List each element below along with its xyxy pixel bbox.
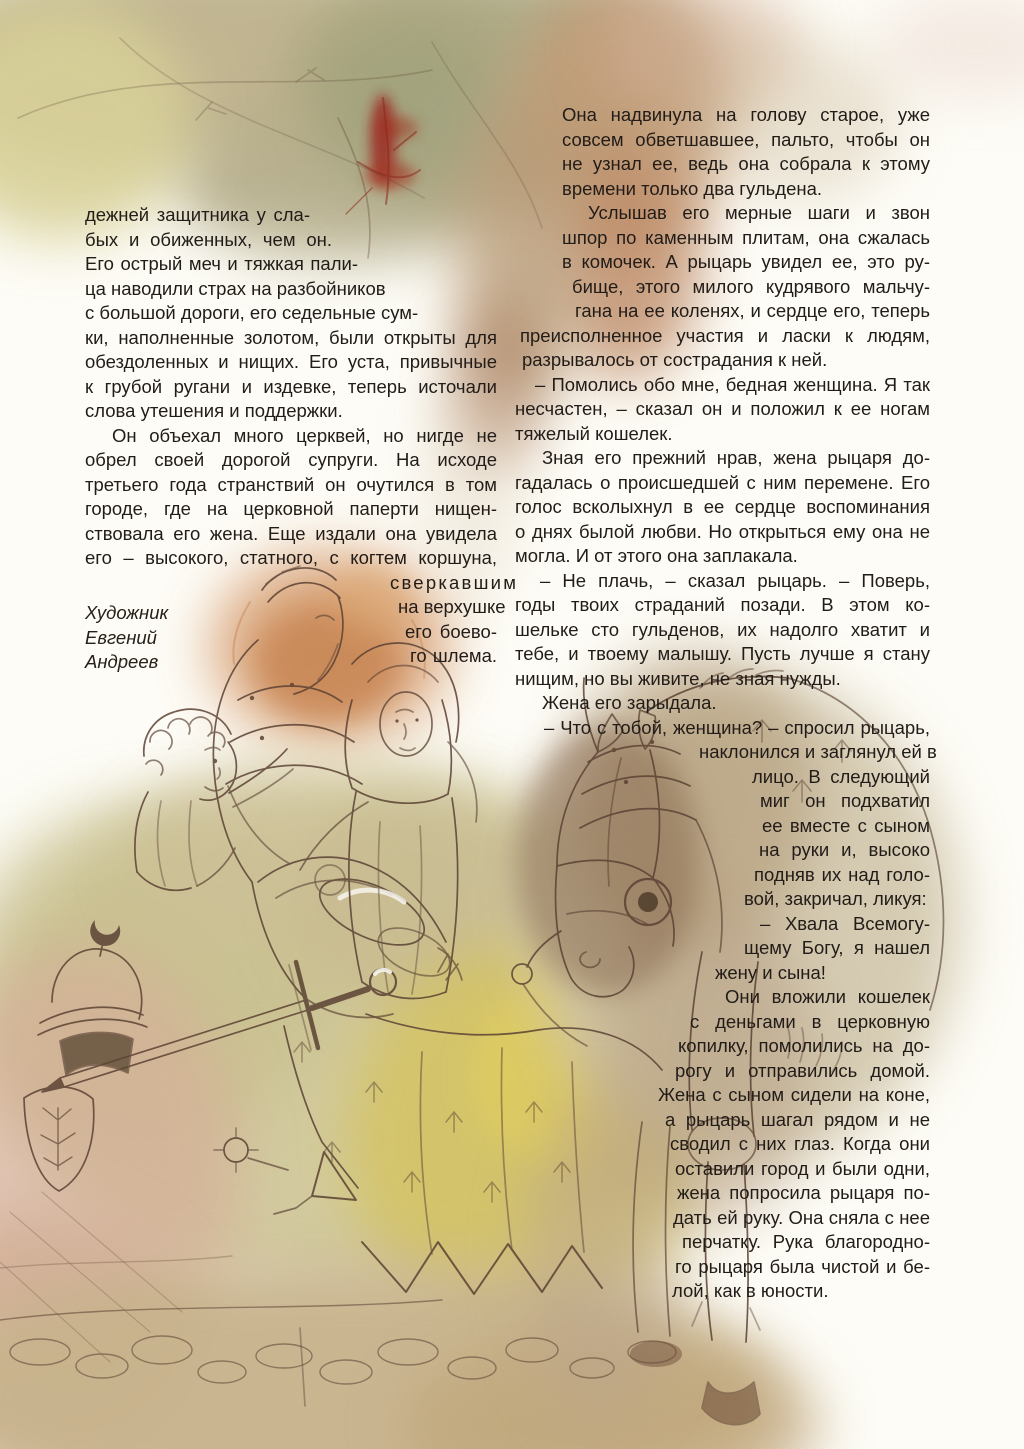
text-line: с большой дороги, его седельные сум-: [85, 302, 419, 323]
text-line: обездоленных и нищих. Его уста, привычные: [85, 351, 497, 372]
text-line: ца наводили страх на разбойников: [85, 277, 386, 299]
text-line: шельке сто гульденов, их надолго хватит и: [515, 618, 930, 640]
text-line: голос всколыхнул в ее сердце воспоминания: [515, 496, 930, 517]
text-line: Жена с сыном сидели на коне,: [658, 1084, 930, 1105]
text-line: его боево-: [405, 620, 497, 642]
text-line: го шлема.: [410, 645, 497, 666]
text-line: Он объехал много церквей, но нигде не: [112, 424, 497, 446]
text-line: – Не плачь, – сказал рыцарь. – Поверь,: [540, 569, 930, 591]
text-line: гадалась о происшедшей с ним перемене. Его: [515, 471, 930, 493]
text-line: дежней защитника у сла-: [85, 204, 310, 225]
text-line: – Помолись обо мне, бедная женщина. Я так: [535, 373, 930, 395]
text-line: шпор по каменным плитам, она сжалась: [562, 226, 930, 248]
paragraph: [85, 203, 497, 424]
text-line: к грубой ругани и издевке, теперь источали: [85, 375, 497, 397]
text-line: Жена его зарыдала.: [542, 692, 717, 713]
paragraph: [515, 201, 930, 373]
text-line: совсем обветшавшее, пальто, чтобы он: [562, 128, 930, 150]
text-line: бище, этого милого кудрявого мальчу-: [572, 275, 930, 297]
text-line: годы твоих страданий позади. В этом ко-: [515, 594, 930, 615]
text-line: о днях былой любви. Но открыться ему она не: [515, 520, 930, 542]
text-line: тебе, и твоему малышу. Пусть лучше я стану: [515, 643, 930, 664]
text-line: сводил с них глаз. Когда они: [670, 1133, 930, 1154]
text-line: его – высокого, статного, с когтем коршуна,: [85, 547, 497, 568]
text-line: подняв их над голо-: [754, 863, 930, 885]
text-line: гана на ее коленях, и сердце его, теперь: [575, 300, 930, 321]
text-line: бых и обиженных, чем он.: [85, 228, 332, 250]
artist-credit-line: Андреев: [85, 651, 159, 672]
text-line: жена попросила рыцаря по-: [677, 1182, 930, 1203]
text-line: го рыцаря была чистой и бе-: [675, 1255, 930, 1277]
text-line: рогу и отправились домой.: [675, 1059, 930, 1081]
text-line: сверкавшим: [390, 571, 519, 593]
text-line: на руки и, высоко: [759, 839, 930, 860]
text-line: обрел своей дорогой супруги. На исходе: [85, 449, 497, 470]
text-line: вой, закричал, ликуя:: [744, 888, 927, 909]
text-line: городе, где на церковной паперти нищен-: [85, 498, 497, 519]
text-line: могла. И от этого она заплакала.: [515, 545, 798, 566]
text-line: несчастен, – сказал он и положил к ее ногам: [515, 398, 930, 419]
paragraph: [515, 912, 930, 986]
text-line: – Хвала Всемогу-: [760, 912, 930, 934]
text-line: дать ей руку. Она сняла с нее: [673, 1206, 930, 1228]
paragraph: [515, 446, 930, 569]
paragraph: [515, 103, 930, 201]
text-line: ее вместе с сыном: [762, 814, 930, 836]
text-line: жену и сына!: [715, 961, 826, 983]
text-line: Они вложили кошелек: [725, 986, 930, 1007]
text-line: преисполненное участия и ласки к людям,: [520, 324, 930, 346]
text-line: с деньгами в церковную: [690, 1010, 930, 1032]
text-line: наклонился и заглянул ей в: [699, 741, 937, 762]
paragraph: [515, 716, 937, 912]
left-column: [85, 203, 519, 669]
text-line: перчатку. Рука благородно-: [682, 1231, 930, 1252]
text-line: лой, как в юности.: [672, 1280, 829, 1301]
text-line: щему Богу, я нашел: [744, 937, 930, 958]
text-line: Его острый меч и тяжкая пали-: [85, 253, 358, 274]
right-column: [515, 103, 937, 1304]
text-line: третьего года странствий он очутился в том: [85, 473, 497, 495]
text-line: Зная его прежний нрав, жена рыцаря до-: [542, 447, 930, 468]
artist-credit-line: Евгений: [85, 626, 157, 648]
text-line: не узнал ее, ведь она собрала к этому: [562, 153, 930, 174]
text-line: на верхушке: [398, 596, 506, 617]
paragraph: [515, 569, 930, 692]
text-line: лицо. В следующий: [752, 765, 930, 787]
text-line: времени только два гульдена.: [562, 177, 823, 199]
text-line: копилку, помолились на до-: [678, 1035, 930, 1056]
text-line: Она надвинула на голову старое, уже: [562, 104, 930, 125]
text-line: Услышав его мерные шаги и звон: [588, 202, 930, 223]
text-line: слова утешения и поддержки.: [85, 400, 343, 421]
text-line: миг он подхватил: [760, 790, 930, 811]
artist-credit-line: Художник: [85, 602, 169, 623]
text-line: ки, наполненные золотом, были открыты для: [85, 326, 497, 348]
text-line: а рыцарь шагал рядом и не: [665, 1108, 930, 1130]
paragraph: [515, 373, 930, 447]
text-line: нищим, но вы живите, не зная нужды.: [515, 667, 841, 689]
paragraph: [515, 985, 930, 1304]
text-line: в комочек. А рыцарь увидел ее, это ру-: [562, 251, 930, 272]
text-line: – Что с тобой, женщина? – спросил рыцарь,: [544, 716, 930, 738]
text-line: оставили город и были одни,: [675, 1157, 930, 1179]
text-line: ствовала его жена. Еще издали она увидела: [85, 522, 497, 544]
text-line: разрывалось от сострадания к ней.: [522, 349, 828, 370]
paragraph: [515, 691, 930, 716]
artist-credit: [85, 601, 255, 675]
text-line: тяжелый кошелек.: [515, 422, 673, 444]
